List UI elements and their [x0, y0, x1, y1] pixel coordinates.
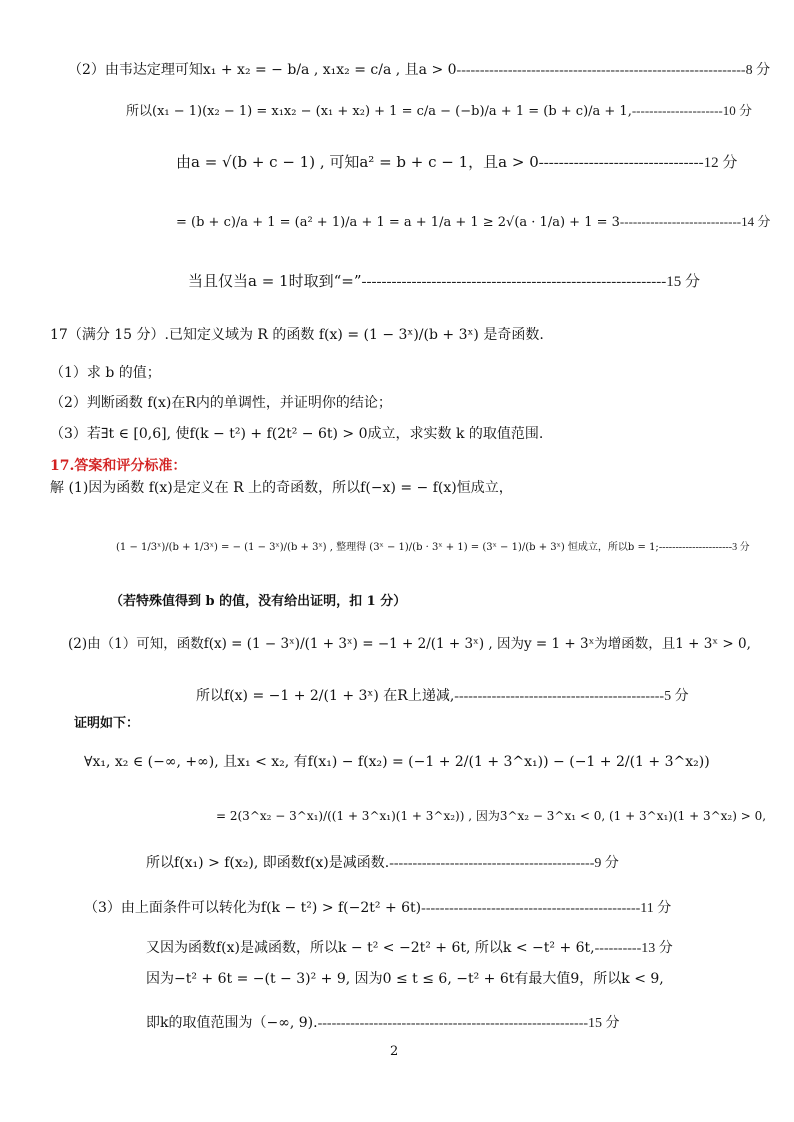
- line-inequality: = (b + c)/a + 1 = (a² + 1)/a + 1 = a + 1/a + 1 ≥ 2√(a · 1/a) + 1 = 3----------------------------14 分: [176, 214, 771, 230]
- answer-part3-inequality: 又因为函数f(x)是减函数，所以k − t² < −2t² + 6t, 所以k < −t² + 6t,----------13 分: [146, 940, 673, 956]
- deduction-note: （若特殊值得到 b 的值，没有给出证明，扣 1 分）: [110, 594, 407, 609]
- line-product: 所以(x₁ − 1)(x₂ − 1) = x₁x₂ − (x₁ + x₂) + 1 = c/a − (−b)/a + 1 = (b + c)/a + 1,---------------------10 分: [126, 103, 753, 119]
- answer-part2-decreasing: 所以f(x) = −1 + 2/(1 + 3ˣ) 在R上递减,---------------------------------------------5 分: [196, 688, 689, 704]
- proof-line-1: ∀x₁, x₂ ∈ (−∞, +∞), 且x₁ < x₂, 有f(x₁) − f(x₂) = (−1 + 2/(1 + 3^x₁)) − (−1 + 2/(1 + 3^x₂)): [84, 754, 710, 770]
- answer-part3-transform: （3）由上面条件可以转化为f(k − t²) > f(−2t² + 6t)-----------------------------------------------11 分: [84, 900, 672, 916]
- proof-line-2: = 2(3^x₂ − 3^x₁)/((1 + 3^x₁)(1 + 3^x₂)) , 因为3^x₂ − 3^x₁ < 0, (1 + 3^x₁)(1 + 3^x₂) > 0,: [216, 809, 767, 823]
- proof-heading: 证明如下：: [74, 716, 140, 731]
- page-number: 2: [390, 1044, 399, 1059]
- proof-conclusion: 所以f(x₁) > f(x₂), 即函数f(x)是减函数.--------------------------------------------9 分: [146, 855, 619, 871]
- line-vieta: （2）由韦达定理可知x₁ + x₂ = − b/a , x₁x₂ = c/a , 且a > 0--------------------------------------------------------------8 分: [68, 62, 771, 78]
- question-2: （2）判断函数 f(x)在R内的单调性，并证明你的结论；: [50, 395, 392, 411]
- answer-part2-intro: (2)由（1）可知，函数f(x) = (1 − 3ˣ)/(1 + 3ˣ) = −1 + 2/(1 + 3ˣ) , 因为y = 1 + 3ˣ为增函数，且1 + 3ˣ > 0,: [68, 636, 751, 652]
- answer-part3-range: 即k的取值范围为（−∞, 9).----------------------------------------------------------15 分: [146, 1015, 620, 1031]
- answer-part1-derivation: (1 − 1/3ˣ)/(b + 1/3ˣ) = − (1 − 3ˣ)/(b + 3ˣ) , 整理得 (3ˣ − 1)/(b · 3ˣ + 1) = (3ˣ − 1)/(b + 3ˣ) 恒成立，所以b = 1;----------------------3 分: [116, 542, 750, 553]
- question-3: （3）若∃t ∈ [0,6], 使f(k − t²) + f(2t² − 6t) > 0成立，求实数 k 的取值范围.: [50, 426, 544, 442]
- question-1: （1）求 b 的值；: [50, 365, 161, 381]
- answer-part1-intro: 解 (1)因为函数 f(x)是定义在 R 上的奇函数，所以f(−x) = − f(x)恒成立，: [50, 480, 513, 496]
- problem-17-statement: 17（满分 15 分）.已知定义域为 R 的函数 f(x) = (1 − 3ˣ)/(b + 3ˣ) 是奇函数.: [50, 327, 544, 343]
- answer-part3-max: 因为−t² + 6t = −(t − 3)² + 9, 因为0 ≤ t ≤ 6, −t² + 6t有最大值9，所以k < 9,: [146, 971, 664, 987]
- answer-heading: 17.答案和评分标准：: [50, 458, 187, 474]
- line-a-def: 由a = √(b + c − 1) , 可知a² = b + c − 1，且a > 0---------------------------------12 分: [176, 153, 738, 171]
- line-equality: 当且仅当a = 1时取到“=”-------------------------------------------------------------15 分: [188, 272, 700, 290]
